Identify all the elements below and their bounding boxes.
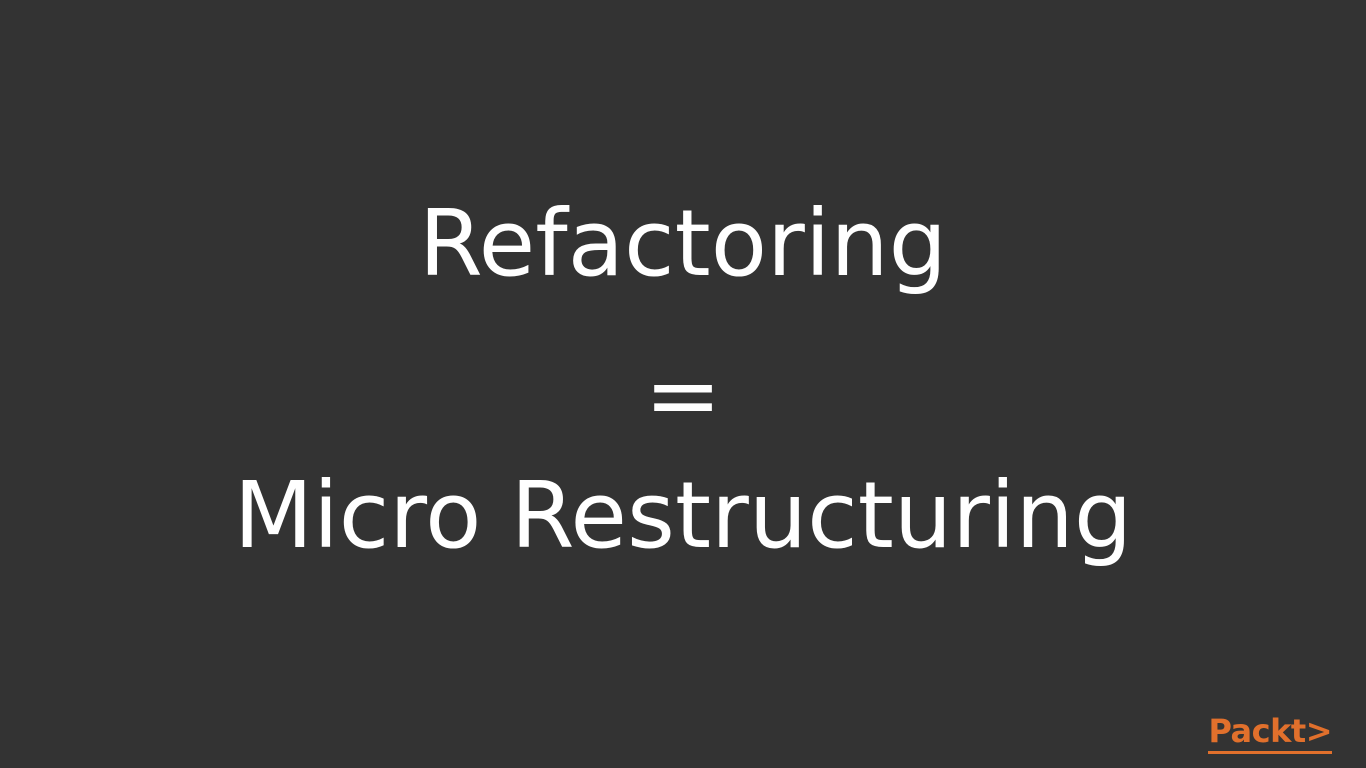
slide-equals-sign: = xyxy=(644,342,722,449)
packt-logo xyxy=(1208,712,1332,754)
slide-subtitle-micro-restructuring: Micro Restructuring xyxy=(233,462,1133,569)
packt-logo-text: Packt> xyxy=(1208,715,1332,754)
slide-title-refactoring: Refactoring xyxy=(418,190,948,297)
